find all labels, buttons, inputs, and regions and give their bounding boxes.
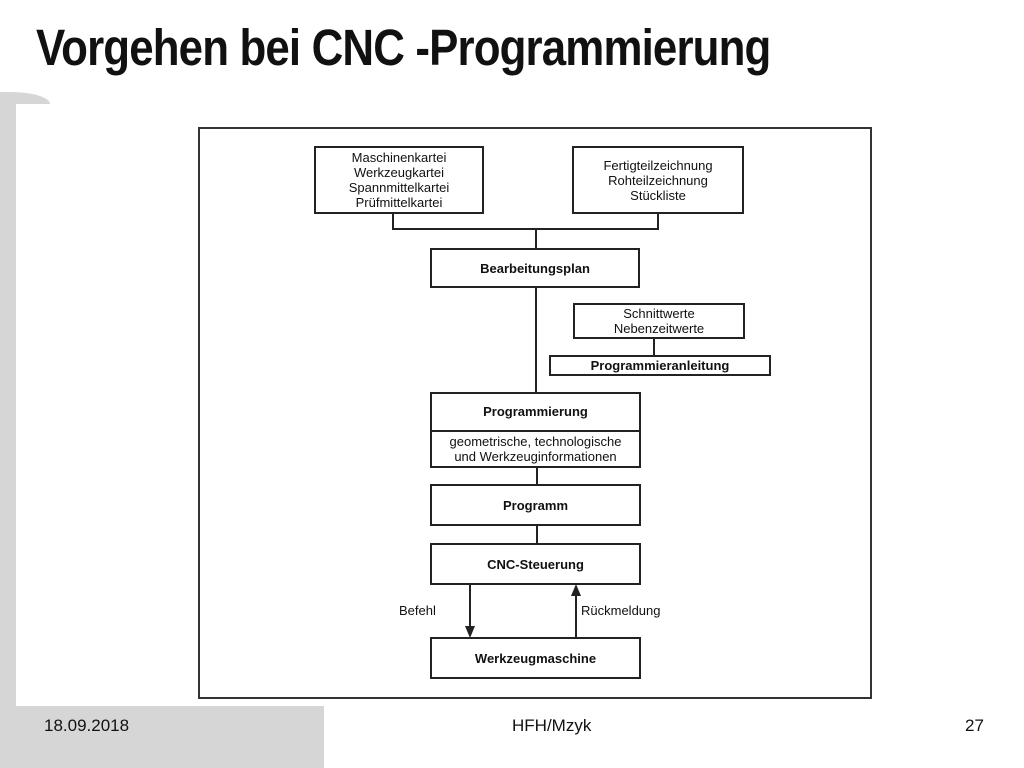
node-resources-cards — [314, 146, 484, 214]
connector — [657, 212, 659, 229]
programming-guide-label: Programmieranleitung — [590, 358, 730, 373]
resources-line-3: Spannmittelkartei — [348, 180, 450, 195]
node-drawings — [572, 146, 744, 214]
connector — [392, 228, 659, 230]
footer-author: HFH/Mzyk — [512, 716, 592, 735]
feedback-label: Rückmeldung — [581, 603, 661, 618]
programming-detail-line-1: geometrische, technologische — [449, 434, 622, 449]
cutting-values-line-2: Nebenzeitwerte — [613, 321, 705, 336]
node-programming — [430, 392, 641, 468]
drawings-line-3: Stückliste — [630, 187, 686, 203]
connector — [392, 212, 394, 229]
programming-header: Programmierung — [432, 394, 639, 432]
resources-line-2: Werkzeugkartei — [353, 165, 445, 180]
resources-line-1: Maschinenkartei — [351, 150, 447, 165]
process-plan-label: Bearbeitungsplan — [480, 260, 590, 276]
feedback-arrowhead — [571, 584, 581, 596]
cnc-control-label: CNC-Steuerung — [487, 556, 584, 572]
machine-tool-label: Werkzeugmaschine — [474, 650, 597, 666]
connector — [536, 465, 538, 486]
command-label: Befehl — [399, 603, 436, 618]
drawings-line-2: Rohteilzeichnung — [608, 172, 708, 188]
node-cnc-control — [430, 543, 641, 585]
connector — [535, 286, 537, 394]
node-machine-tool — [430, 637, 641, 679]
node-programming-guide — [549, 355, 771, 376]
node-process-plan — [430, 248, 640, 288]
decor-left-bar — [0, 98, 16, 710]
drawings-line-1: Fertigteilzeichnung — [603, 157, 713, 173]
programming-detail-line-2: und Werkzeuginformationen — [454, 449, 617, 464]
slide-title: Vorgehen bei CNC -Programmierung — [36, 19, 771, 76]
connector — [536, 524, 538, 545]
node-program — [430, 484, 641, 526]
resources-line-4: Prüfmittelkartei — [355, 195, 443, 210]
footer-date: 18.09.2018 — [44, 716, 130, 735]
node-cutting-values — [573, 303, 745, 339]
connector — [653, 337, 655, 356]
footer-page-number: 27 — [965, 716, 984, 735]
program-label: Programm — [502, 497, 569, 513]
command-feedback-arrows — [450, 580, 600, 642]
connector — [535, 228, 537, 249]
cutting-values-line-1: Schnittwerte — [623, 306, 695, 321]
